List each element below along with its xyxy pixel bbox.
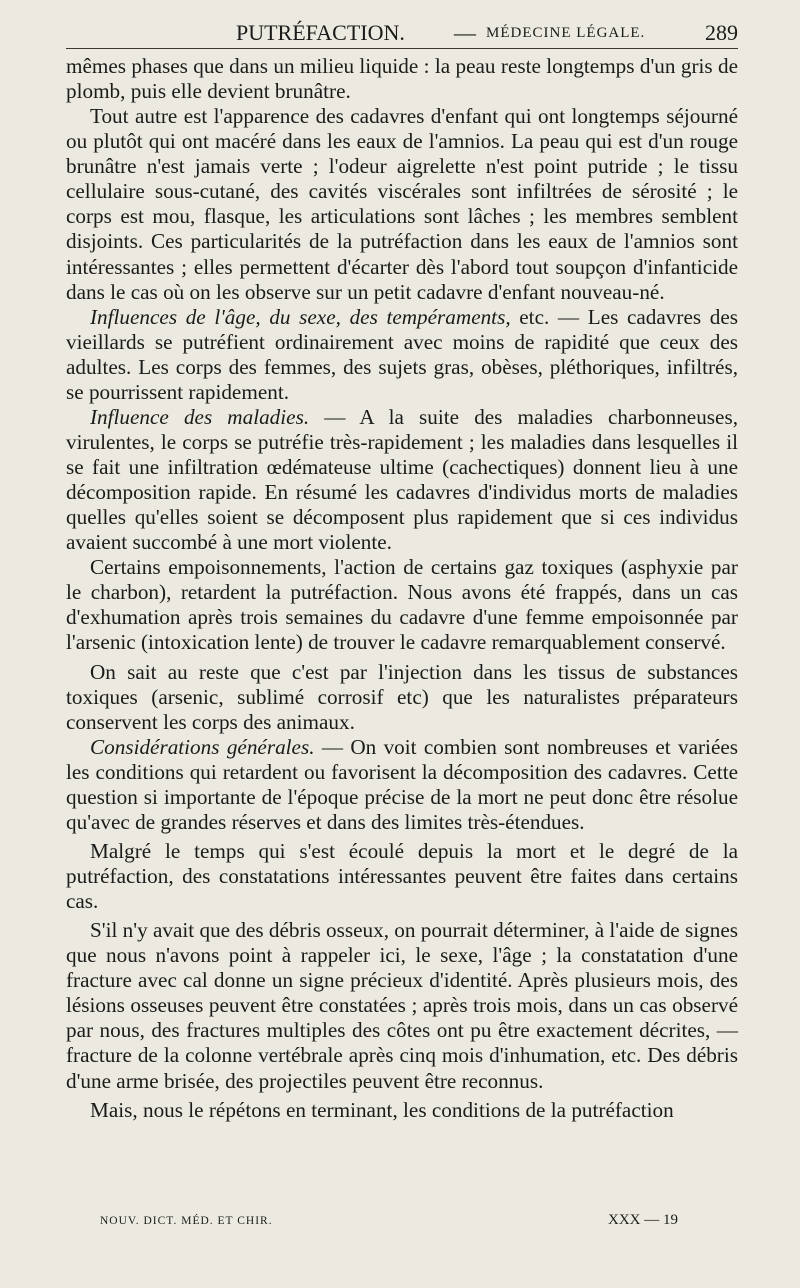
running-head [66,18,738,49]
paragraph-lead: Influence des maladies. [90,404,310,429]
paragraph: Considérations générales. — On voit combien sont nombreuses et variées les conditions qui retardent ou favorisent la décomposition des cadavres. Cette question si importante de l'époque précise de la mort ne peut donc être résolue qu'avec de grandes réserves et dans des limites très-étendues. [66,734,738,834]
page-number: 289 [705,20,738,45]
paragraph: Tout autre est l'apparence des cadavres d'enfant qui ont longtemps séjourné ou plutôt qui ont macéré dans les eaux de l'amnios. La peau qui est d'un rouge brunâtre n'est jamais verte ; l'odeur aigrelette n'est point putride ; le tissu cellulaire sous-cutané, des cavités viscérales sont infiltrées de sérosité ; le corps est mou, flasque, les articulations sont lâches ; les membres semblent disjoints. Ces particularités de la putréfaction dans les eaux de l'amnios sont intéressantes ; elles permettent d'écarter dès l'abord tout soupçon d'infanticide dans le cas où on les observe sur un petit cadavre d'enfant nouveau-né. [66,104,738,304]
running-head-dash: — [454,20,476,45]
body-text [66,54,738,1123]
running-section: MÉDECINE LÉGALE. [486,24,646,41]
running-title: PUTRÉFACTION. [236,20,405,45]
paragraph-lead: Influences de l'âge, du sexe, des tempéraments, [90,304,511,329]
paragraph: mêmes phases que dans un milieu liquide : la peau reste longtemps d'un gris de plomb, puis elle devient brunâtre. [66,54,738,104]
paragraph: Malgré le temps qui s'est écoulé depuis la mort et le degré de la putréfaction, des constatations intéressantes peuvent être faites dans certains cas. [66,838,738,914]
paragraph: On sait au reste que c'est par l'injection dans les tissus de substances toxiques (arsenic, sublimé corrosif etc) que les naturalistes préparateurs conservent les corps des animaux. [66,659,738,734]
paragraph: Influences de l'âge, du sexe, des tempéraments, etc. — Les cadavres des vieillards se putréfient ordinairement avec moins de rapidité que ceux des adultes. Les corps des femmes, des sujets gras, obèses, pléthoriques, infiltrés, se pourrissent rapidement. [66,304,738,404]
paragraph: Mais, nous le répétons en terminant, les conditions de la putréfaction [90,1097,674,1122]
footer-publication: NOUV. DICT. MÉD. ET CHIR. [100,1215,273,1227]
paragraph-lead: Considérations générales. [90,734,315,759]
footer-signature: XXX — 19 [608,1212,678,1228]
paragraph: Influence des maladies. — A la suite des maladies charbonneuses, virulentes, le corps se putréfie très-rapidement ; les maladies dans lesquelles il se fait une infiltration œdémateuse ultime (cachectiques) donnent lieu à une décomposition rapide. En résumé les cadavres d'individus morts de maladies quelles qu'elles soient se décomposent plus rapidement que si ces individus avaient succombé à une mort violente. [66,404,739,555]
paragraph: Certains empoisonnements, l'action de certains gaz toxiques (asphyxie par le charbon), retardent la putréfaction. Nous avons été frappés, dans un cas d'exhumation après trois semaines du cadavre d'une femme empoisonnée par l'arsenic (intoxication lente) de trouver le cadavre remarquablement conservé. [66,555,738,655]
paragraph: S'il n'y avait que des débris osseux, on pourrait déterminer, à l'aide de signes que nous n'avons point à rappeler ici, le sexe, l'âge ; la constatation d'une fracture avec cal donne un signe précieux d'identité. Après plusieurs mois, des lésions osseuses peuvent être constatées ; après trois mois, dans un cas observé par nous, des fractures multiples des côtes ont pu être exactement décrites, — fracture de la colonne vertébrale après cinq mois d'inhumation, etc. Des débris d'une arme brisée, des projectiles peuvent être reconnus. [66,918,738,1093]
page-footer [100,1212,680,1234]
